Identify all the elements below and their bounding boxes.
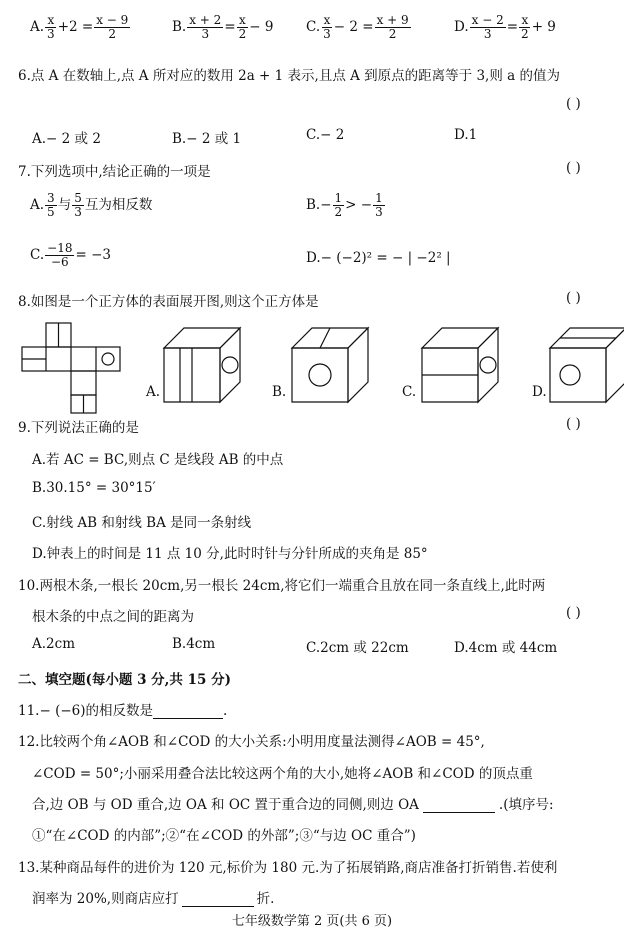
q9-answer-paren: ( ) xyxy=(566,416,581,432)
q5-option-d: D. $\frac{x - 2}{3}$ = $\frac{x}{2}$ + 9 xyxy=(454,13,556,41)
q10-option-d: D.4cm 或 44cm xyxy=(454,640,558,656)
q12-line2: ∠COD = 50°;小丽采用叠合法比较这两个角的大小,她将∠AOB 和∠COD 的顶点重 xyxy=(32,766,533,782)
q6-answer-paren: ( ) xyxy=(566,96,581,112)
q6-option-b: B.− 2 或 1 xyxy=(172,131,242,147)
cube-option-a-label: A. xyxy=(146,384,161,400)
q11: 11.− (−6)的相反数是 . xyxy=(18,703,228,719)
cube-option-a-figure xyxy=(162,326,242,404)
cube-option-b-label: B. xyxy=(272,384,287,400)
q12-line3: 合,边 OB 与 OD 重合,边 OA 和 OC 置于重合边的同侧,则边 OA .(填序号: xyxy=(32,797,554,813)
cube-net-figure xyxy=(16,322,126,414)
q9-option-a: A.若 AC = BC,则点 C 是线段 AB 的中点 xyxy=(32,452,284,468)
q9-option-b: B.30.15° = 30°15′ xyxy=(32,480,156,496)
q10-answer-paren: ( ) xyxy=(566,605,581,621)
q5-option-b: B. $\frac{x + 2}{3}$ = $\frac{x}{2}$ − 9 xyxy=(172,13,274,41)
q9-stem: 9.下列说法正确的是 xyxy=(18,420,139,436)
q7-option-c: C. $\frac{-18}{-6}$ = −3 xyxy=(30,241,111,269)
q8-stem: 8.如图是一个正方体的表面展开图,则这个正方体是 xyxy=(18,294,319,310)
q8-answer-paren: ( ) xyxy=(566,290,581,306)
q12-line1: 12.比较两个角∠AOB 和∠COD 的大小关系:小明用度量法测得∠AOB = 45°, xyxy=(18,734,485,750)
q13-line1: 13.某种商品每件的进价为 120 元,标价为 180 元.为了拓展销路,商店准备打折销售.若使利 xyxy=(18,860,558,876)
q7-option-b: B.− $\frac{1}{2}$ > − $\frac{1}{3}$ xyxy=(306,191,383,219)
q6-option-d: D.1 xyxy=(454,127,478,143)
cube-option-c-figure xyxy=(420,326,500,404)
q7-answer-paren: ( ) xyxy=(566,160,581,176)
q10-stem-line2: 根木条的中点之间的距离为 xyxy=(32,609,194,625)
q11-answer-blank[interactable] xyxy=(153,704,223,719)
q5-option-a: A. $\frac{x}{3}$ +2 = $\frac{x - 9}{2}$ xyxy=(30,13,129,41)
cube-option-c-label: C. xyxy=(402,384,417,400)
cube-option-d-label: D. xyxy=(532,384,547,400)
q7-option-d: D.− (−2)² = − | −2² | xyxy=(306,250,451,266)
q13-answer-blank[interactable] xyxy=(182,892,254,907)
q12-line4: ①“在∠COD 的内部”;②“在∠COD 的外部”;③“与边 OC 重合”) xyxy=(32,828,416,844)
cube-option-b-figure xyxy=(290,326,370,404)
section-heading-fill-in: 二、填空题(每小题 3 分,共 15 分) xyxy=(18,672,231,688)
page-footer: 七年级数学第 2 页(共 6 页) xyxy=(231,914,393,929)
cube-option-d-figure xyxy=(548,326,624,404)
q6-stem: 6.点 A 在数轴上,点 A 所对应的数用 2a + 1 表示,且点 A 到原点的距离等于 3,则 a 的值为 xyxy=(18,68,560,84)
q12-answer-blank[interactable] xyxy=(423,798,495,813)
q5-option-c: C. $\frac{x}{3}$ − 2 = $\frac{x + 9}{2}$ xyxy=(306,13,409,41)
q13-line2: 润率为 20%,则商店应打 折. xyxy=(32,891,275,907)
q7-option-a: A. $\frac{3}{5}$ 与 $\frac{5}{3}$ 互为相反数 xyxy=(30,191,153,219)
q6-option-c: C.− 2 xyxy=(306,127,345,143)
q6-option-a: A.− 2 或 2 xyxy=(32,131,101,147)
q10-option-b: B.4cm xyxy=(172,636,216,652)
q10-option-a: A.2cm xyxy=(32,636,75,652)
q9-option-d: D.钟表上的时间是 11 点 10 分,此时时针与分针所成的夹角是 85° xyxy=(32,546,428,562)
q10-option-c: C.2cm 或 22cm xyxy=(306,640,409,656)
q10-stem-line1: 10.两根木条,一根长 20cm,另一根长 24cm,将它们一端重合且放在同一条直线上,此时两 xyxy=(18,578,546,594)
q9-option-c: C.射线 AB 和射线 BA 是同一条射线 xyxy=(32,515,252,531)
q7-stem: 7.下列选项中,结论正确的一项是 xyxy=(18,164,211,180)
